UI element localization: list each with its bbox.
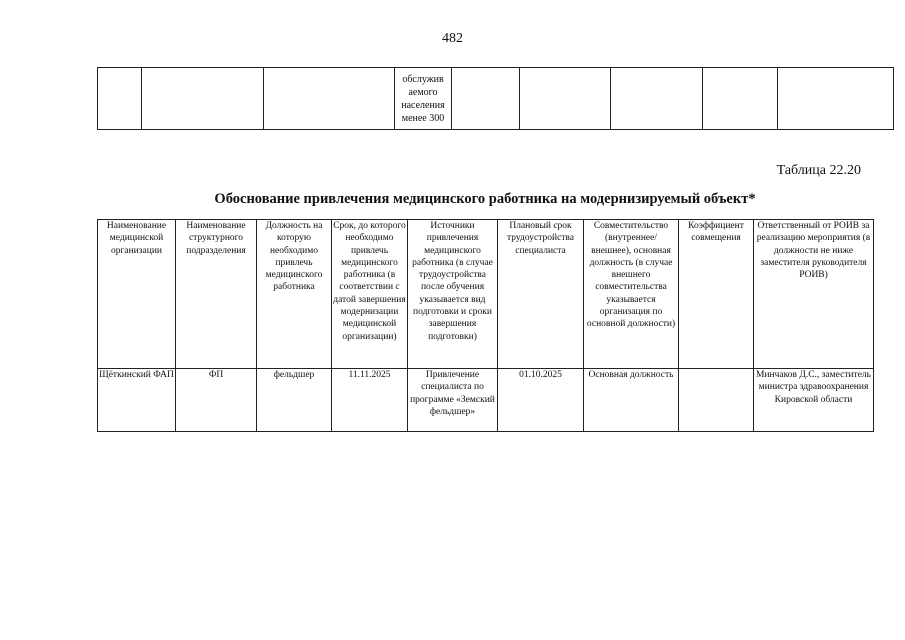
column-header: Ответственный от РОИВ за реализацию мероприятия (в должности не ниже заместителя руководителя РОИВ) — [754, 220, 874, 369]
table-cell: обслужив аемого населения менее 300 — [395, 68, 452, 130]
table-cell: Привлечение специалиста по программе «Земский фельдшер» — [408, 369, 498, 432]
column-header: Должность на которую необходимо привлечь медицинского работника — [257, 220, 332, 369]
table-cell: ФП — [176, 369, 257, 432]
document-title: Обоснование привлечения медицинского работника на модернизируемый объект* — [214, 191, 756, 207]
column-header: Наименование структурного подразделения — [176, 220, 257, 369]
table-cell: 11.11.2025 — [332, 369, 408, 432]
header-row — [98, 220, 874, 369]
table-cell — [520, 68, 611, 130]
table-cell — [679, 369, 754, 432]
table-cell — [142, 68, 264, 130]
table-row — [98, 68, 894, 130]
page-number: 482 — [442, 31, 463, 46]
column-header: Срок, до которого необходимо привлечь медицинского работника (в соответствии с датой завершения модернизации медицинской организации) — [332, 220, 408, 369]
column-header: Наименование медицинской организации — [98, 220, 176, 369]
table-label: Таблица 22.20 — [776, 163, 861, 178]
justification-table — [97, 219, 874, 432]
table-cell: 01.10.2025 — [498, 369, 584, 432]
table-cell — [98, 68, 142, 130]
column-header: Совместительство (внутреннее/внешнее), основная должность (в случае внешнего совместительства указывается организация по основной должности) — [584, 220, 679, 369]
column-header: Источники привлечения медицинского работника (в случае трудоустройства после обучения указывается вид подготовки и сроки завершения подготовки) — [408, 220, 498, 369]
table-cell — [611, 68, 703, 130]
table-cell — [452, 68, 520, 130]
table-cell: Основная должность — [584, 369, 679, 432]
table-cell: Щёткинский ФАП — [98, 369, 176, 432]
table-row — [98, 369, 874, 432]
column-header: Коэффициент совмещения — [679, 220, 754, 369]
table-cell — [703, 68, 778, 130]
table-cell: Минчаков Д.С., заместитель министра здравоохранения Кировской области — [754, 369, 874, 432]
continuation-table — [97, 67, 894, 130]
table-cell — [778, 68, 894, 130]
column-header: Плановый срок трудоустройства специалиста — [498, 220, 584, 369]
table-cell: фельдшер — [257, 369, 332, 432]
table-cell — [264, 68, 395, 130]
